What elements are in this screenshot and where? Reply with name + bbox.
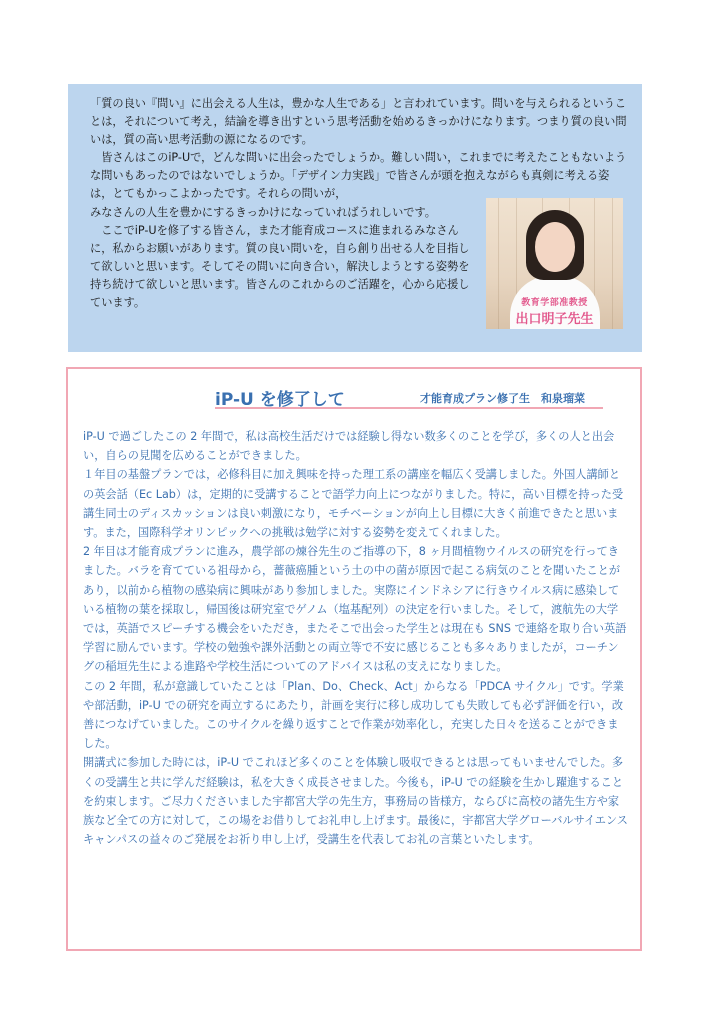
essay-header — [68, 385, 640, 409]
teacher-photo — [486, 198, 623, 329]
essay-box — [66, 367, 642, 951]
title-underline — [215, 407, 603, 409]
teacher-role: 教育学部准教授 — [521, 298, 588, 308]
essay-body — [83, 427, 628, 849]
message-paragraph-3: みなさんの人生を豊かにするきっかけになっていればうれしいです。 — [90, 205, 436, 219]
essay-paragraph-4: この 2 年間，私が意識していたことは「Plan、Do、Check、Act」からなる「PDCA サイクル」です。学業や部活動，iP-U での研究を両立するにあたり，計画を実行に移し成功しても失敗しても必ず評価を行い，改善につなげていました。このサイクルを繰り返すことで作業が効率化し，充実した日々を送ることができました。 — [83, 679, 624, 751]
essay-paragraph-1: iP-U で過ごしたこの 2 年間で，私は高校生活だけでは経験し得ない数多くのことを学び，多くの人と出会い，自らの見聞を広めることができました。 — [83, 430, 615, 463]
message-paragraph-4: ここでiP-Uを修了する皆さん，また才能育成コースに進まれるみなさんに，私からお願いがあります。質の良い問いを，自ら創り出せる人を目指して欲しいと思います。そしてその問いに向き合い，解決しようとする姿勢を持ち続けて欲しいと思います。皆さんのこれからのご活躍を，心から応援しています。 — [90, 223, 470, 310]
portrait-face — [535, 222, 575, 272]
message-paragraph-2: 皆さんはこのiP-Uで，どんな問いに出会ったでしょうか。難しい問い，これまでに考えたこともないような問いもあったのではないでしょうか。「デザイン力実践」で皆さんが頭を抱えながらも真剣に考える姿は，とてもかっこよかったです。それらの問いが， — [90, 151, 627, 201]
essay-paragraph-3: 2 年目は才能育成プランに進み，農学部の煉谷先生のご指導の下，8 ヶ月間植物ウイルスの研究を行ってきました。バラを育てている祖母から，薔薇癌腫という土の中の菌が原因で起こる病気のことを聞いたことがあり，以前から植物の感染病に興味があり参加しました。実際にインドネシアに行きウイルス病に感染している植物の葉を採取し，帰国後は研究室でゲノム（塩基配列）の決定を行いました。そして，渡航先の大学では，英語でスピーチする機会をいただき，またそこで出会った学生とは現在も SNS で連絡を取り合い英語学習に励んでいます。学校の勉強や課外活動との両立等で不安に感じることも多々ありましたが，コーチングの稲垣先生による進路や学校生活についてのアドバイスは私の支えになりました。 — [83, 545, 627, 674]
message-paragraph-1: 「質の良い『問い』に出会える人生は，豊かな人生である」と言われています。問いを与えられるということは，それについて考え，結論を導き出すという思考活動を始めるきっかけになります。つまり質の良い問いは，質の高い思考活動の源になるのです。 — [90, 97, 627, 147]
teacher-name: 出口明子先生 — [515, 312, 594, 327]
essay-paragraph-5: 開講式に参加した時には，iP-U でこれほど多くのことを体験し吸収できるとは思ってもいませんでした。多くの受講生と共に学んだ経験は，私を大きく成長させました。今後も，iP-U での経験を生かし躍進することを約束します。ご尽力くださいました宇都宮大学の先生方，事務局の皆様方，ならびに高校の諸先生方や家族など全ての方に対して，この場をお借りしてお礼申し上げます。最後に，宇都宮大学グローバルサイエンスキャンパスの益々のご発展をお祈り申し上げ，受講生を代表してお礼の言葉といたします。 — [83, 756, 628, 847]
message-box — [68, 84, 642, 352]
essay-title: iP-U を修了して — [215, 390, 345, 410]
essay-paragraph-2: １年目の基盤プランでは，必修科目に加え興味を持った理工系の講座を幅広く受講しました。外国人講師との英会話（Ec Lab）は，定期的に受講することで語学力向上につながりました。特に，高い目標を持った受講生同士のディスカッションは良い刺激になり，モチベーションが向上し目標に大きく前進できたと思います。また，国際科学オリンピックへの挑戦は勉学に対する姿勢を変えてくれました。 — [83, 468, 624, 540]
essay-author: 才能育成プラン修了生 和泉瑠菜 — [420, 392, 585, 405]
